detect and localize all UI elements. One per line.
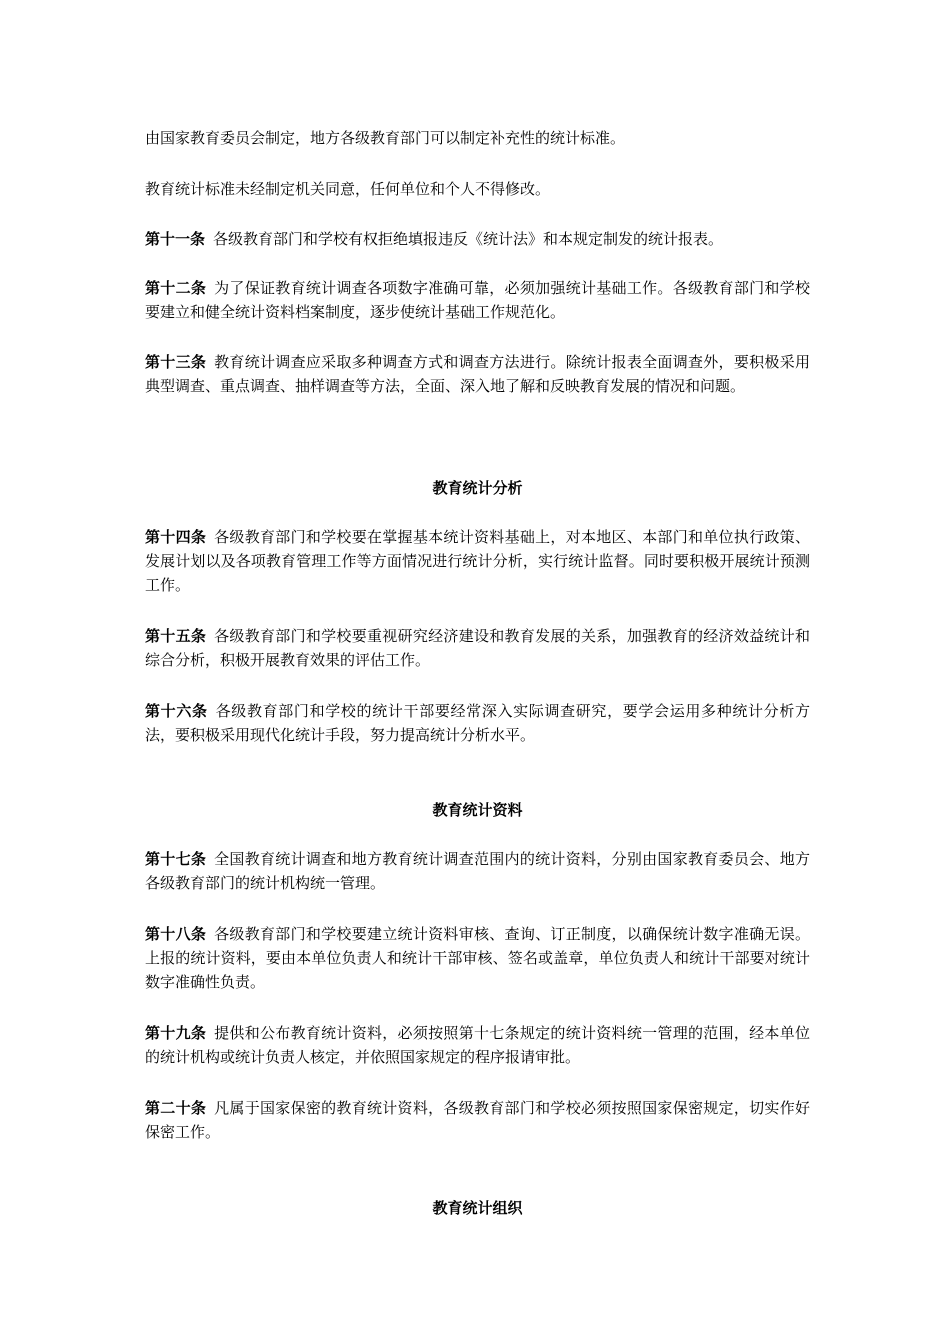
paragraph-text: 由国家教育委员会制定，地方各级教育部门可以制定补充性的统计标准。	[145, 129, 626, 147]
paragraph	[145, 177, 810, 201]
section-heading: 教育统计组织	[432, 1199, 523, 1217]
article-12	[145, 276, 810, 324]
article-text: 各级教育部门和学校的统计干部要经常深入实际调查研究，要学会运用多种统计分析方法，要积极采用现代化统计手段，努力提高统计分析水平。	[145, 702, 810, 744]
article-number: 第十四条	[145, 528, 207, 546]
article-text: 教育统计调查应采取多种调查方式和调查方法进行。除统计报表全面调查外，要积极采用典型调查、重点调查、抽样调查等方法，全面、深入地了解和反映教育发展的情况和问题。	[145, 353, 810, 395]
article-number: 第十一条	[145, 230, 206, 248]
article-number: 第十八条	[145, 925, 207, 943]
article-number: 第十七条	[145, 850, 207, 868]
article-text: 各级教育部门和学校要重视研究经济建设和教育发展的关系，加强教育的经济效益统计和综合分析，积极开展教育效果的评估工作。	[145, 627, 810, 669]
article-17	[145, 847, 810, 895]
article-text: 提供和公布教育统计资料，必须按照第十七条规定的统计资料统一管理的范围，经本单位的统计机构或统计负责人核定，并依照国家规定的程序报请审批。	[145, 1024, 810, 1066]
paragraph	[145, 126, 810, 150]
article-19	[145, 1021, 810, 1069]
article-18	[145, 922, 810, 994]
section-heading: 教育统计资料	[432, 801, 523, 819]
article-text: 各级教育部门和学校要在掌握基本统计资料基础上，对本地区、本部门和单位执行政策、发展计划以及各项教育管理工作等方面情况进行统计分析，实行统计监督。同时要积极开展统计预测工作。	[145, 528, 810, 594]
article-16	[145, 699, 810, 747]
article-13	[145, 350, 810, 398]
section-heading: 教育统计分析	[432, 479, 523, 497]
article-number: 第十六条	[145, 702, 208, 720]
article-number: 第二十条	[145, 1099, 207, 1117]
article-number: 第十五条	[145, 627, 207, 645]
paragraph-text: 教育统计标准未经制定机关同意，任何单位和个人不得修改。	[145, 180, 551, 198]
article-14	[145, 525, 810, 597]
article-number: 第十三条	[145, 353, 207, 371]
article-11	[145, 227, 810, 251]
article-text: 凡属于国家保密的教育统计资料，各级教育部门和学校必须按照国家保密规定，切实作好保密工作。	[145, 1099, 810, 1141]
article-text: 各级教育部门和学校要建立统计资料审核、查询、订正制度，以确保统计数字准确无误。上报的统计资料，要由本单位负责人和统计干部审核、签名或盖章，单位负责人和统计干部要对统计数字准确性负责。	[145, 925, 810, 991]
article-number: 第十九条	[145, 1024, 207, 1042]
article-15	[145, 624, 810, 672]
article-text: 全国教育统计调查和地方教育统计调查范围内的统计资料，分别由国家教育委员会、地方各级教育部门的统计机构统一管理。	[145, 850, 810, 892]
article-number: 第十二条	[145, 279, 207, 297]
article-text: 为了保证教育统计调查各项数字准确可靠，必须加强统计基础工作。各级教育部门和学校要建立和健全统计资料档案制度，逐步使统计基础工作规范化。	[145, 279, 810, 321]
article-text: 各级教育部门和学校有权拒绝填报违反《统计法》和本规定制发的统计报表。	[213, 230, 724, 248]
article-20	[145, 1096, 810, 1144]
